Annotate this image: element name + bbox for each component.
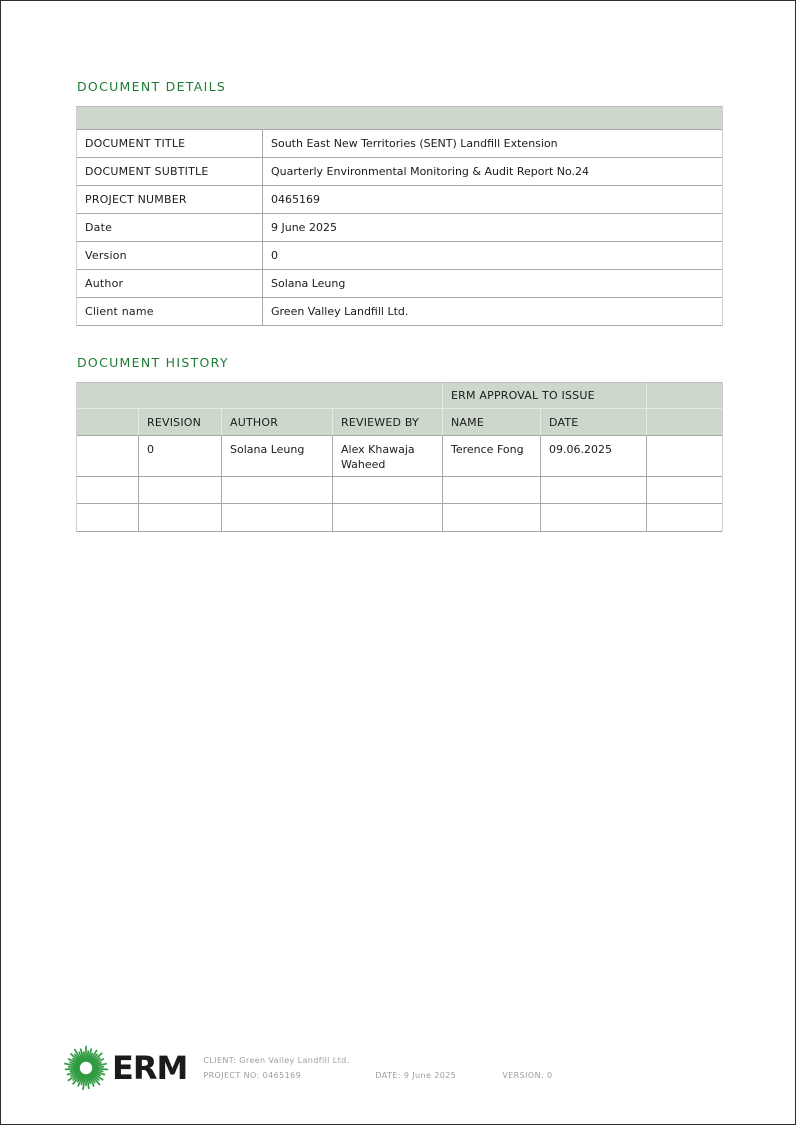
footer-info	[203, 1056, 552, 1080]
details-band-cell	[77, 107, 722, 130]
table-row	[77, 214, 722, 242]
document-history-heading: DOCUMENT HISTORY	[77, 355, 229, 370]
footer-date-segment	[375, 1071, 502, 1080]
table-row	[77, 270, 722, 298]
table-row	[77, 186, 722, 214]
footer-project-label: PROJECT NO:	[203, 1071, 260, 1080]
history-cell-author: Solana Leung	[222, 436, 333, 477]
details-band-row	[77, 107, 722, 130]
footer-date-label: DATE:	[375, 1071, 401, 1080]
history-cell-empty	[333, 477, 443, 504]
history-approval-header-cell: ERM APPROVAL TO ISSUE	[443, 383, 647, 409]
history-cell-empty	[333, 504, 443, 532]
history-cell-empty	[443, 477, 541, 504]
details-label-date: Date	[77, 214, 263, 242]
history-cell-name: Terence Fong	[443, 436, 541, 477]
erm-logo-icon	[61, 1043, 111, 1093]
history-approval-header-row	[77, 383, 722, 409]
footer-project-segment	[203, 1071, 375, 1080]
history-cell-end	[647, 436, 722, 477]
history-header-empty-cell	[77, 409, 139, 436]
history-header-revision: REVISION	[139, 409, 222, 436]
footer-version-value: 0	[547, 1071, 553, 1080]
details-value-date: 9 June 2025	[263, 214, 722, 242]
history-cell-revision: 0	[139, 436, 222, 477]
history-approval-spacer-cell	[77, 383, 443, 409]
history-data-row	[77, 436, 722, 477]
history-cell-empty	[77, 477, 139, 504]
history-column-header-row	[77, 409, 722, 436]
history-cell-date: 09.06.2025	[541, 436, 647, 477]
history-cell-reviewed-by: Alex Khawaja Waheed	[333, 436, 443, 477]
footer-client-label: CLIENT:	[203, 1056, 237, 1065]
history-cell-empty	[77, 504, 139, 532]
history-cell-empty	[647, 504, 722, 532]
history-cell-empty	[541, 504, 647, 532]
details-value-project-number: 0465169	[263, 186, 722, 214]
details-value-client-name: Green Valley Landfill Ltd.	[263, 298, 722, 326]
history-cell-empty	[541, 477, 647, 504]
document-history-table	[76, 382, 723, 532]
footer-version-segment	[502, 1071, 552, 1080]
history-header-date: DATE	[541, 409, 647, 436]
page-footer	[61, 1043, 553, 1093]
footer-meta-line	[203, 1071, 552, 1080]
history-cell-empty	[647, 477, 722, 504]
history-header-name: NAME	[443, 409, 541, 436]
document-details-table	[76, 106, 723, 326]
footer-project-value: 0465169	[262, 1071, 302, 1080]
table-row	[77, 130, 722, 158]
details-value-document-title: South East New Territories (SENT) Landfill Extension	[263, 130, 722, 158]
details-label-author: Author	[77, 270, 263, 298]
history-cell-empty	[222, 477, 333, 504]
history-empty-row	[77, 504, 722, 532]
details-label-document-subtitle: DOCUMENT SUBTITLE	[77, 158, 263, 186]
history-cell-empty	[222, 504, 333, 532]
history-header-end-cell	[647, 409, 722, 436]
details-label-project-number: PROJECT NUMBER	[77, 186, 263, 214]
erm-logo-sunburst	[65, 1047, 108, 1090]
erm-logo-wordmark: ERM	[112, 1049, 188, 1087]
footer-date-value: 9 June 2025	[403, 1071, 457, 1080]
details-label-document-title: DOCUMENT TITLE	[77, 130, 263, 158]
table-row	[77, 242, 722, 270]
footer-client-line	[203, 1056, 552, 1065]
history-header-reviewed-by: REVIEWED BY	[333, 409, 443, 436]
page-content	[76, 1, 721, 532]
history-cell-empty	[77, 436, 139, 477]
footer-version-label: VERSION:	[502, 1071, 545, 1080]
history-header-author: AUTHOR	[222, 409, 333, 436]
history-cell-empty	[443, 504, 541, 532]
details-label-client-name: Client name	[77, 298, 263, 326]
footer-client-value: Green Valley Landfill Ltd.	[239, 1056, 350, 1065]
details-value-author: Solana Leung	[263, 270, 722, 298]
table-row	[77, 158, 722, 186]
history-cell-empty	[139, 504, 222, 532]
history-empty-row	[77, 477, 722, 504]
details-label-version: Version	[77, 242, 263, 270]
document-details-heading: DOCUMENT DETAILS	[77, 79, 227, 94]
history-cell-empty	[139, 477, 222, 504]
history-approval-end-cell	[647, 383, 722, 409]
details-value-document-subtitle: Quarterly Environmental Monitoring & Audit Report No.24	[263, 158, 722, 186]
details-value-version: 0	[263, 242, 722, 270]
table-row	[77, 298, 722, 326]
